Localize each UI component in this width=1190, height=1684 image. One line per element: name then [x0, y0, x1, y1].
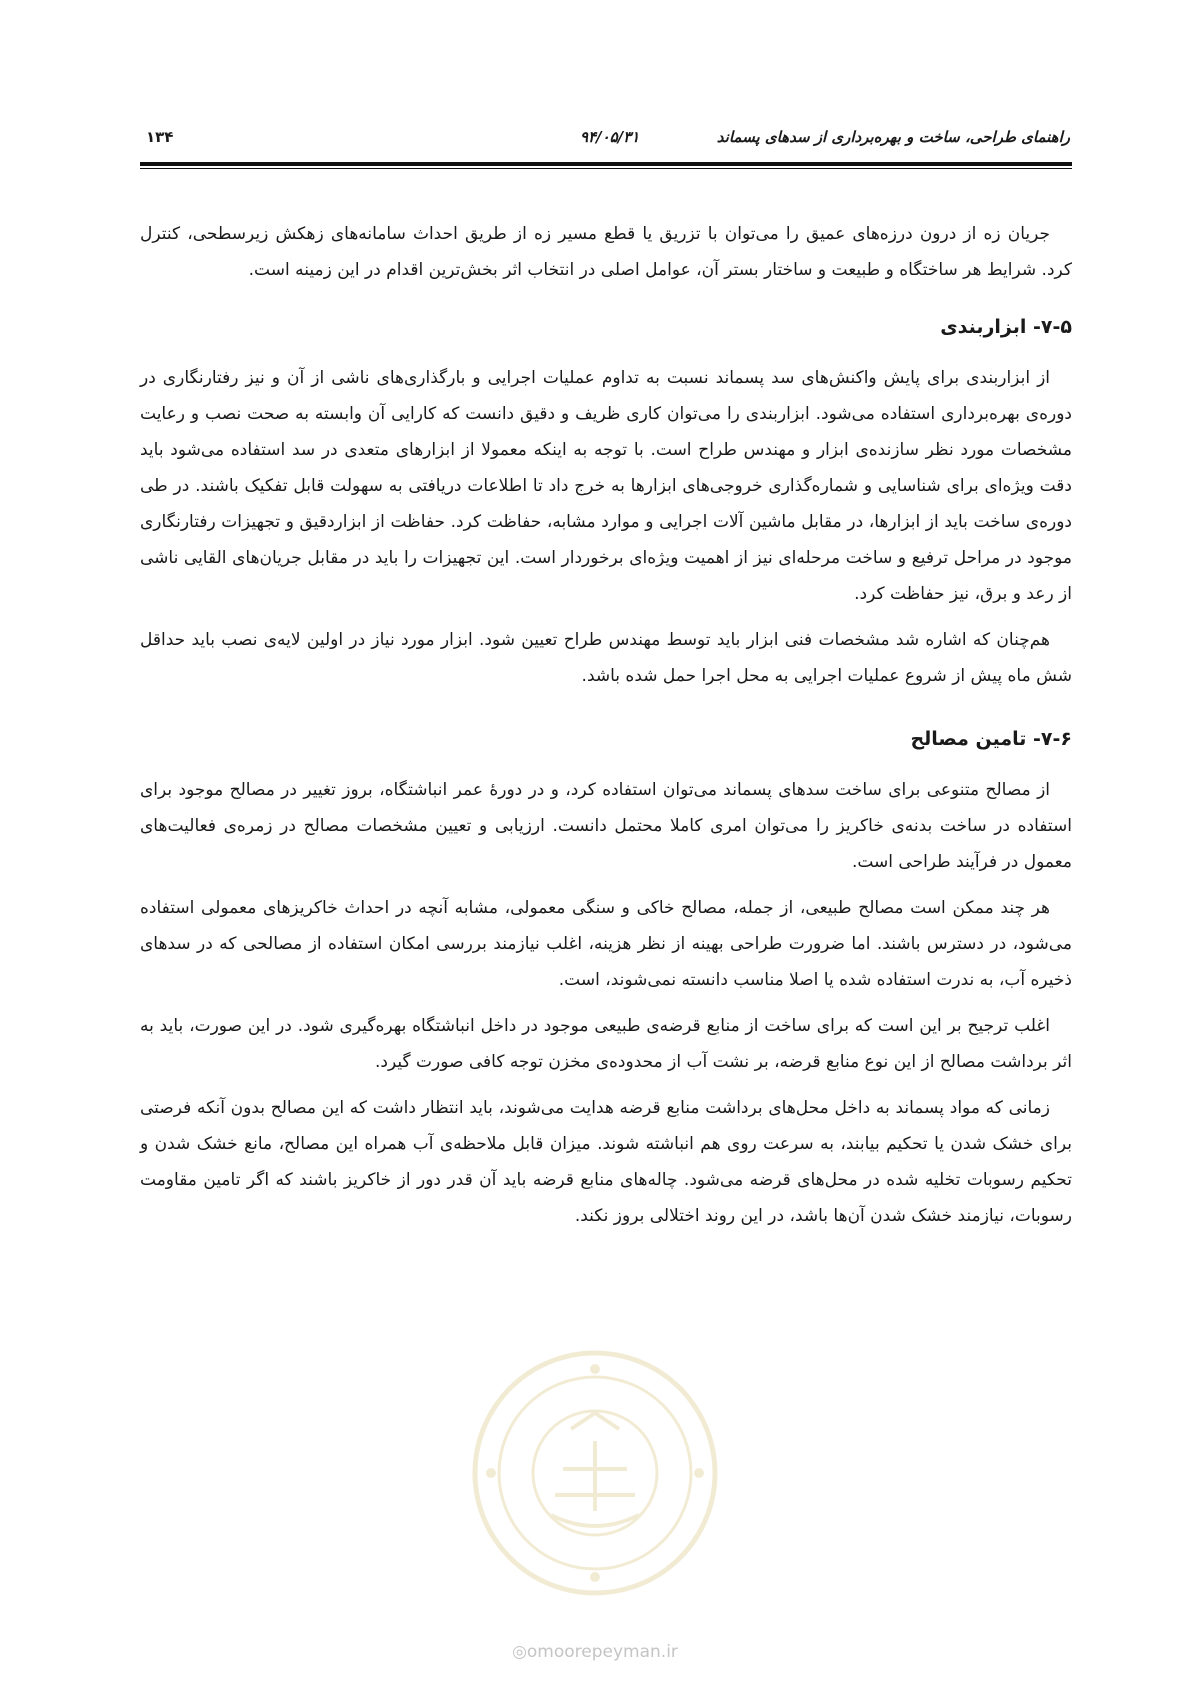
header-title: راهنمای طراحی، ساخت و بهره‌برداری از سدهای پسماند	[716, 128, 1070, 146]
paragraph: هر چند ممکن است مصالح طبیعی، از جمله، مصالح خاکی و سنگی معمولی، مشابه آنچه در احداث خاکریزهای معمولی استفاده می‌شود، در دسترس باشند. اما ضرورت طراحی بهینه از نظر هزینه، اغلب نیازمند بررسی امکان استفاده از مصالحی که در سدهای ذخیره آب، به ندرت استفاده شده یا اصلا مناسب دانسته نمی‌شوند، است.	[140, 898, 1072, 990]
paragraph: از ابزاربندی برای پایش واکنش‌های سد پسماند نسبت به تداوم عملیات اجرایی و بارگذاری‌های ناشی از آن و نیز رفتارنگاری در دوره‌ی بهره‌برداری استفاده می‌شود. ابزاربندی را می‌توان کاری ظریف و دقیق دانست که کارایی آن وابسته به صحت نصب و رعایت مشخصات مورد نظر سازنده‌ی ابزار و مهندس طراح است. با توجه به اینکه معمولا از ابزارهای متعدی در سد استفاده می‌شود باید دقت ویژه‌ای برای شناسایی و شماره‌گذاری خروجی‌های ابزارها به خرج داد تا اطلاعات دریافتی به سهولت قابل تفکیک باشند. در طی دوره‌ی ساخت باید از ابزارها، در مقابل ماشین آلات اجرایی و موارد مشابه، حفاظت کرد. حفاظت از ابزاردقیق و تجهیزات رفتارنگاری موجود در مراحل ترفیع و ساخت مرحله‌ای نیز از اهمیت ویژه‌ای برخوردار است. این تجهیزات را باید در مقابل جریان‌های القایی ناشی از رعد و برق، نیز حفاظت کرد.	[140, 368, 1072, 604]
header-date: ۹۴/۰۵/۳۱	[580, 128, 640, 146]
paragraph: هم‌چنان که اشاره شد مشخصات فنی ابزار باید توسط مهندس طراح تعیین شود. ابزار مورد نیاز در اولین لایه‌ی نصب باید حداقل شش ماه پیش از شروع عملیات اجرایی به محل اجرا حمل شده باشد.	[140, 630, 1072, 686]
body-text	[140, 216, 1072, 1244]
watermark-website	[0, 1642, 1190, 1662]
paragraph: از مصالح متنوعی برای ساخت سدهای پسماند می‌توان استفاده کرد، و در دورهٔ عمر انباشتگاه، بروز تغییر در مصالح موجود برای استفاده در ساخت بدنه‌ی خاکریز را می‌توان امری کاملا محتمل دانست. ارزیابی و تعیین مشخصات مصالح در زمره‌ی فعالیت‌های معمول در فرآیند طراحی است.	[140, 780, 1072, 872]
section-heading-materials: ۷-۶- تامین مصالح	[910, 728, 1072, 750]
page-number: ۱۳۴	[146, 128, 174, 146]
paragraph: زمانی که مواد پسماند به داخل محل‌های برداشت منابع قرضه هدایت می‌شوند، باید انتظار داشت که این مصالح بدون آنکه فرصتی برای خشک شدن یا تحکیم بیابند، به سرعت روی هم انباشته شوند. میزان قابل ملاحظه‌ی آب همراه این مصالح، مانع خشک شدن و تحکیم رسوبات تخلیه شده در محل‌های قرضه می‌شود. چاله‌های منابع قرضه باید آن قدر دور از خاکریز باشند که اگر تامین مقاومت رسوبات، نیازمند خشک شدن آن‌ها باشد، در این روند اختلالی بروز نکند.	[140, 1098, 1072, 1226]
section-heading-instrumentation: ۷-۵- ابزاربندی	[940, 316, 1072, 338]
paragraph: اغلب ترجیح بر این است که برای ساخت از منابع قرضه‌ی طبیعی موجود در داخل انباشتگاه بهره‌گیری شود. در این صورت، باید به اثر برداشت مصالح از این نوع منابع قرضه، بر نشت آب از محدوده‌ی مخزن توجه کافی صورت گیرد.	[140, 1016, 1072, 1072]
header-rule-thin	[140, 168, 1072, 169]
globe-icon: ◎	[512, 1642, 527, 1662]
watermark-site-text: omoorepeyman.ir	[526, 1642, 678, 1662]
watermark-seal-logo	[467, 1345, 723, 1601]
running-header	[140, 128, 1072, 150]
header-rule	[140, 162, 1072, 166]
intro-paragraph: جریان زه از درون درزه‌های عمیق را می‌توان با تزریق یا قطع مسیر زه از طریق احداث سامانه‌های زهکش زیرسطحی، کنترل کرد. شرایط هر ساختگاه و طبیعت و ساختار بستر آن، عوامل اصلی در انتخاب اثر بخش‌ترین اقدام در این زمینه است.	[140, 224, 1072, 280]
